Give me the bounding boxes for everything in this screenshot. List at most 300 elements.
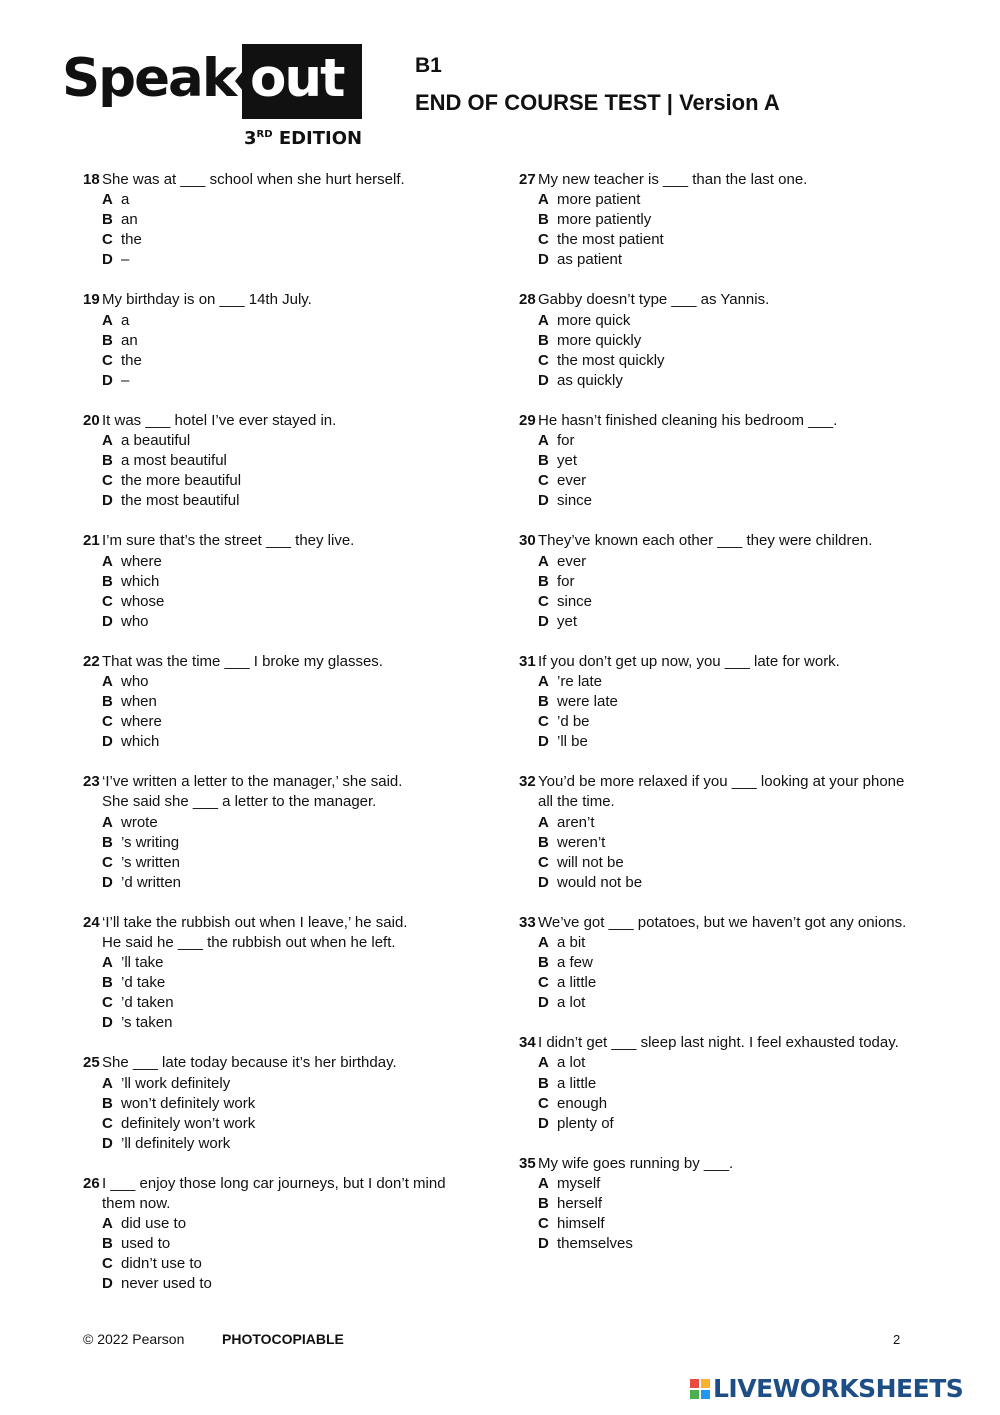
answer-option-c[interactable]	[538, 712, 929, 732]
answer-option-b[interactable]	[102, 973, 503, 993]
option-text: ’ll take	[121, 954, 164, 972]
option-text: the most beautiful	[121, 492, 240, 510]
logo-out-text: out	[250, 48, 344, 109]
option-text: a most beautiful	[121, 452, 227, 470]
question-24	[83, 913, 503, 1034]
answer-option-b[interactable]	[102, 692, 503, 712]
answer-option-a[interactable]	[102, 1214, 503, 1234]
question-stem	[519, 290, 929, 310]
question-stem	[83, 290, 503, 310]
question-33	[519, 913, 929, 1013]
question-text: ‘I’ve written a letter to the manager,’ she said.	[102, 773, 403, 791]
option-letter: D	[538, 492, 549, 510]
liveworksheets-icon-square	[690, 1390, 699, 1399]
option-letter: C	[538, 853, 549, 871]
answer-options	[102, 672, 503, 752]
question-text: My birthday is on ___ 14th July.	[102, 291, 312, 309]
answer-option-c[interactable]	[538, 1094, 929, 1114]
question-21	[83, 531, 503, 631]
question-text: My wife goes running by ___.	[538, 1154, 734, 1172]
answer-options	[538, 431, 929, 511]
answer-option-c[interactable]	[102, 853, 503, 873]
answer-option-c[interactable]	[102, 351, 503, 371]
option-text: whose	[121, 592, 165, 610]
option-text: himself	[557, 1215, 605, 1233]
option-text: who	[121, 672, 149, 690]
answer-option-b[interactable]	[102, 833, 503, 853]
option-text: ’d be	[557, 713, 590, 731]
answer-option-d[interactable]	[102, 371, 503, 391]
answer-option-a[interactable]	[538, 190, 929, 210]
answer-option-c[interactable]	[102, 471, 503, 491]
option-text: ever	[557, 552, 587, 570]
question-29	[519, 411, 929, 511]
question-20	[83, 411, 503, 511]
question-31	[519, 652, 929, 752]
option-letter: D	[538, 994, 549, 1012]
option-text: more quick	[557, 311, 631, 329]
option-text: ’s writing	[121, 833, 180, 851]
answer-option-b[interactable]	[538, 833, 929, 853]
question-text: My new teacher is ___ than the last one.	[538, 171, 808, 188]
answer-options	[102, 953, 503, 1033]
option-letter: D	[102, 1275, 113, 1293]
question-text: He said he ___ the rubbish out when he left.	[102, 934, 396, 951]
answer-option-d[interactable]	[538, 993, 929, 1013]
answer-option-d[interactable]	[538, 873, 929, 893]
question-34	[519, 1033, 929, 1133]
option-text: ’ll work definitely	[121, 1074, 231, 1092]
question-25	[83, 1053, 503, 1153]
option-letter: B	[538, 572, 549, 590]
question-text: them now.	[102, 1195, 171, 1213]
answer-option-c[interactable]	[102, 592, 503, 612]
answer-option-b[interactable]	[102, 451, 503, 471]
option-text: a lot	[557, 1054, 586, 1072]
question-number: 19	[83, 291, 100, 309]
question-stem	[519, 170, 929, 190]
answer-option-c[interactable]	[538, 853, 929, 873]
level-label: B1	[415, 54, 442, 77]
option-text: ’ll be	[557, 733, 588, 751]
option-letter: C	[538, 713, 549, 731]
answer-option-d[interactable]	[538, 1114, 929, 1134]
question-23	[83, 772, 503, 893]
option-letter: D	[538, 1114, 549, 1132]
answer-option-d[interactable]	[538, 491, 929, 511]
answer-option-d[interactable]	[538, 732, 929, 752]
option-text: an	[121, 211, 138, 229]
question-number: 25	[83, 1054, 100, 1072]
question-stem	[83, 170, 503, 190]
option-letter: B	[102, 331, 113, 349]
option-text: ever	[557, 472, 587, 490]
liveworksheets-icon-square	[701, 1379, 710, 1388]
question-19	[83, 290, 503, 390]
option-text: didn’t use to	[121, 1255, 202, 1273]
answer-option-a[interactable]	[102, 953, 503, 973]
question-number: 26	[83, 1174, 100, 1192]
option-text: myself	[557, 1174, 601, 1192]
option-text: where	[121, 552, 162, 570]
option-letter: A	[538, 311, 549, 329]
answer-options	[538, 1053, 929, 1133]
option-text: were late	[557, 693, 618, 711]
option-text: wrote	[121, 813, 158, 831]
option-letter: B	[538, 1195, 549, 1213]
footer-copyright: © 2022 Pearson	[83, 1331, 185, 1347]
option-text: definitely won’t work	[121, 1114, 256, 1132]
option-text: did use to	[121, 1215, 187, 1233]
question-32	[519, 772, 929, 893]
option-letter: B	[538, 211, 549, 229]
option-letter: A	[538, 191, 549, 209]
answer-option-a[interactable]	[102, 813, 503, 833]
question-35	[519, 1154, 929, 1254]
question-number: 31	[519, 652, 536, 670]
answer-option-b[interactable]	[102, 1094, 503, 1114]
option-letter: B	[102, 1235, 113, 1253]
answer-option-d[interactable]	[102, 612, 503, 632]
page-number: 2	[893, 1332, 901, 1347]
option-text: the most patient	[557, 231, 664, 249]
answer-option-d[interactable]	[102, 732, 503, 752]
answer-option-a[interactable]	[102, 311, 503, 331]
option-letter: C	[538, 974, 549, 992]
option-letter: D	[102, 371, 113, 389]
option-letter: C	[102, 592, 113, 610]
option-text: –	[121, 371, 130, 389]
option-letter: B	[538, 954, 549, 972]
liveworksheets-text: LIVEWORKSHEETS	[713, 1374, 964, 1403]
liveworksheets-watermark	[690, 1374, 963, 1403]
answer-option-c[interactable]	[538, 230, 929, 250]
question-text: That was the time ___ I broke my glasses.	[102, 652, 383, 670]
answer-option-c[interactable]	[538, 351, 929, 371]
answer-option-c[interactable]	[102, 993, 503, 1013]
answer-options	[102, 431, 503, 511]
option-letter: C	[102, 351, 113, 369]
answer-options	[538, 813, 929, 893]
answer-option-d[interactable]	[538, 371, 929, 391]
option-letter: A	[102, 191, 113, 209]
question-number: 32	[519, 773, 536, 791]
option-letter: B	[538, 331, 549, 349]
answer-option-c[interactable]	[538, 973, 929, 993]
question-text: She said she ___ a letter to the manager.	[102, 793, 377, 811]
option-text: never used to	[121, 1275, 212, 1293]
option-text: the	[121, 351, 142, 369]
question-stem	[519, 411, 929, 431]
option-letter: A	[538, 672, 549, 690]
answer-option-d[interactable]	[102, 491, 503, 511]
answer-option-a[interactable]	[102, 552, 503, 572]
answer-option-c[interactable]	[538, 1214, 929, 1234]
option-text: the most quickly	[557, 351, 665, 369]
option-text: since	[557, 492, 593, 510]
option-letter: D	[102, 1134, 113, 1152]
option-text: ’s taken	[121, 1014, 173, 1032]
answer-options	[102, 813, 503, 893]
option-text: more quickly	[557, 331, 642, 349]
answer-option-c[interactable]	[102, 1114, 503, 1134]
option-text: a	[121, 311, 130, 329]
answer-option-a[interactable]	[102, 431, 503, 451]
answer-option-a[interactable]	[538, 672, 929, 692]
answer-options	[102, 1214, 503, 1294]
answer-option-d[interactable]	[102, 1134, 503, 1154]
option-letter: A	[102, 813, 113, 831]
question-stem	[519, 652, 929, 672]
question-text: I’m sure that’s the street ___ they live.	[102, 532, 355, 550]
question-text: Gabby doesn’t type ___ as Yannis.	[538, 291, 770, 309]
answer-option-d[interactable]	[538, 250, 929, 270]
question-number: 24	[83, 913, 100, 931]
question-stem	[519, 1033, 929, 1053]
liveworksheets-icon-square	[701, 1390, 710, 1399]
question-number: 18	[83, 171, 100, 188]
question-stem	[83, 652, 503, 672]
option-text: plenty of	[557, 1114, 614, 1132]
question-text: It was ___ hotel I’ve ever stayed in.	[102, 411, 337, 429]
option-letter: B	[538, 693, 549, 711]
option-letter: B	[102, 833, 113, 851]
option-letter: D	[538, 612, 549, 630]
answer-option-c[interactable]	[102, 1254, 503, 1274]
answer-option-b[interactable]	[102, 572, 503, 592]
answer-option-d[interactable]	[102, 1013, 503, 1033]
option-letter: A	[538, 1054, 549, 1072]
option-letter: C	[102, 1114, 113, 1132]
option-text: which	[121, 733, 160, 751]
logo-edition: 3RD EDITION	[244, 128, 363, 149]
question-text: I ___ enjoy those long car journeys, but I don’t mind	[102, 1174, 446, 1192]
option-letter: A	[538, 934, 549, 951]
question-stem	[83, 531, 503, 551]
option-letter: A	[102, 311, 113, 329]
question-stem	[519, 913, 929, 933]
logo-speak-text: Speak	[62, 48, 236, 109]
option-letter: D	[102, 733, 113, 751]
question-30	[519, 531, 929, 631]
option-letter: C	[102, 994, 113, 1012]
option-letter: C	[102, 472, 113, 490]
option-text: where	[121, 713, 162, 731]
question-text: ‘I’ll take the rubbish out when I leave,’ he said.	[102, 913, 408, 931]
option-letter: D	[538, 873, 549, 891]
option-letter: A	[538, 432, 549, 450]
question-number: 30	[519, 532, 536, 550]
question-number: 21	[83, 532, 100, 550]
option-letter: C	[102, 713, 113, 731]
page-title: END OF COURSE TEST | Version A	[415, 90, 780, 115]
question-text: He hasn’t finished cleaning his bedroom ___.	[538, 411, 838, 429]
option-text: would not be	[557, 873, 643, 891]
liveworksheets-icon	[690, 1379, 710, 1399]
question-number: 33	[519, 913, 536, 931]
answer-option-b[interactable]	[538, 331, 929, 351]
option-letter: A	[102, 432, 113, 450]
option-text: will not be	[557, 853, 624, 871]
footer-photocopiable: PHOTOCOPIABLE	[222, 1331, 344, 1347]
option-text: a	[121, 191, 130, 209]
speakout-logo	[60, 44, 365, 150]
option-text: a bit	[557, 934, 586, 951]
question-text: all the time.	[538, 793, 615, 811]
answer-options	[538, 933, 929, 1013]
option-letter: D	[102, 873, 113, 891]
answer-options	[102, 190, 503, 270]
question-stem	[519, 1154, 929, 1174]
option-letter: D	[102, 492, 113, 510]
option-text: enough	[557, 1094, 608, 1112]
option-letter: A	[102, 672, 113, 690]
question-stem	[519, 531, 929, 551]
question-18	[83, 170, 503, 270]
answer-option-d[interactable]	[102, 1274, 503, 1294]
option-letter: A	[538, 552, 549, 570]
option-text: an	[121, 331, 138, 349]
answer-option-a[interactable]	[538, 552, 929, 572]
option-text: used to	[121, 1235, 171, 1253]
option-letter: C	[538, 1215, 549, 1233]
question-text: We’ve got ___ potatoes, but we haven’t got any onions.	[538, 913, 907, 931]
option-letter: B	[102, 1094, 113, 1112]
question-number: 20	[83, 411, 100, 429]
question-number: 22	[83, 652, 100, 670]
option-text: a little	[557, 1074, 597, 1092]
option-text: –	[121, 251, 130, 269]
option-text: ’s written	[121, 853, 180, 871]
answer-option-c[interactable]	[102, 230, 503, 250]
answer-options	[102, 311, 503, 391]
answer-option-b[interactable]	[538, 210, 929, 230]
option-letter: A	[102, 1074, 113, 1092]
option-letter: D	[538, 733, 549, 751]
option-text: which	[121, 572, 160, 590]
answer-option-b[interactable]	[538, 692, 929, 712]
answer-option-c[interactable]	[538, 471, 929, 491]
answer-option-a[interactable]	[538, 311, 929, 331]
option-letter: C	[538, 472, 549, 490]
answer-option-a[interactable]	[538, 1174, 929, 1194]
option-letter: B	[538, 452, 549, 470]
question-number: 29	[519, 411, 536, 429]
answer-option-a[interactable]	[538, 933, 929, 953]
answer-option-b[interactable]	[538, 953, 929, 973]
answer-option-d[interactable]	[102, 873, 503, 893]
option-text: ’d taken	[121, 994, 174, 1012]
answer-option-a[interactable]	[538, 431, 929, 451]
option-text: the more beautiful	[121, 472, 242, 490]
option-text: weren’t	[557, 833, 606, 851]
question-number: 28	[519, 291, 536, 309]
answer-option-a[interactable]	[538, 813, 929, 833]
question-stem	[519, 772, 929, 812]
option-text: ’ll definitely work	[121, 1134, 231, 1152]
question-stem	[83, 1053, 503, 1073]
question-28	[519, 290, 929, 390]
answer-option-b[interactable]	[102, 331, 503, 351]
option-letter: B	[102, 693, 113, 711]
option-text: herself	[557, 1195, 603, 1213]
answer-option-b[interactable]	[538, 1074, 929, 1094]
question-22	[83, 652, 503, 752]
option-text: for	[557, 432, 575, 450]
option-text: the	[121, 231, 142, 249]
answer-option-a[interactable]	[102, 672, 503, 692]
option-letter: D	[102, 251, 113, 269]
question-26	[83, 1174, 503, 1295]
option-letter: C	[538, 231, 549, 249]
question-text: You’d be more relaxed if you ___ looking at your phone	[538, 773, 905, 791]
answer-option-b[interactable]	[538, 1194, 929, 1214]
option-letter: D	[102, 1014, 113, 1032]
answer-option-d[interactable]	[538, 1234, 929, 1254]
option-text: aren’t	[557, 813, 595, 831]
answer-option-b[interactable]	[538, 572, 929, 592]
answer-option-d[interactable]	[102, 250, 503, 270]
option-letter: C	[538, 1094, 549, 1112]
question-text: If you don’t get up now, you ___ late for work.	[538, 652, 840, 670]
question-number: 34	[519, 1034, 536, 1052]
option-letter: B	[538, 833, 549, 851]
question-27	[519, 170, 929, 270]
option-text: since	[557, 592, 593, 610]
option-text: when	[121, 693, 157, 711]
option-text: a little	[557, 974, 597, 992]
option-letter: A	[102, 954, 113, 972]
question-text: They’ve known each other ___ they were children.	[538, 532, 873, 550]
option-text: a lot	[557, 994, 586, 1012]
answer-options	[538, 190, 929, 270]
option-letter: C	[102, 1255, 113, 1273]
answer-options	[538, 311, 929, 391]
option-text: who	[121, 612, 149, 630]
option-text: more patient	[557, 191, 641, 209]
question-number: 35	[519, 1154, 536, 1172]
option-letter: D	[538, 251, 549, 269]
answer-option-c[interactable]	[538, 592, 929, 612]
option-text: yet	[557, 452, 578, 470]
answer-option-b[interactable]	[102, 1234, 503, 1254]
answer-option-c[interactable]	[102, 712, 503, 732]
answer-option-a[interactable]	[102, 190, 503, 210]
option-letter: B	[102, 572, 113, 590]
answer-option-d[interactable]	[538, 612, 929, 632]
question-stem	[83, 1174, 503, 1214]
question-text: She was at ___ school when she hurt herself.	[102, 171, 405, 188]
answer-option-b[interactable]	[102, 210, 503, 230]
option-letter: B	[102, 974, 113, 992]
option-text: won’t definitely work	[121, 1094, 256, 1112]
option-text: themselves	[557, 1235, 633, 1253]
option-text: a beautiful	[121, 432, 191, 450]
option-letter: C	[538, 592, 549, 610]
option-text: more patiently	[557, 211, 652, 229]
answer-option-b[interactable]	[538, 451, 929, 471]
answer-options	[538, 672, 929, 752]
question-number: 23	[83, 773, 100, 791]
answer-option-a[interactable]	[102, 1074, 503, 1094]
right-question-column	[519, 170, 929, 1274]
answer-option-a[interactable]	[538, 1053, 929, 1073]
option-letter: D	[102, 612, 113, 630]
answer-options	[538, 1174, 929, 1254]
option-text: for	[557, 572, 575, 590]
option-text: ’re late	[557, 672, 603, 690]
option-letter: A	[102, 552, 113, 570]
